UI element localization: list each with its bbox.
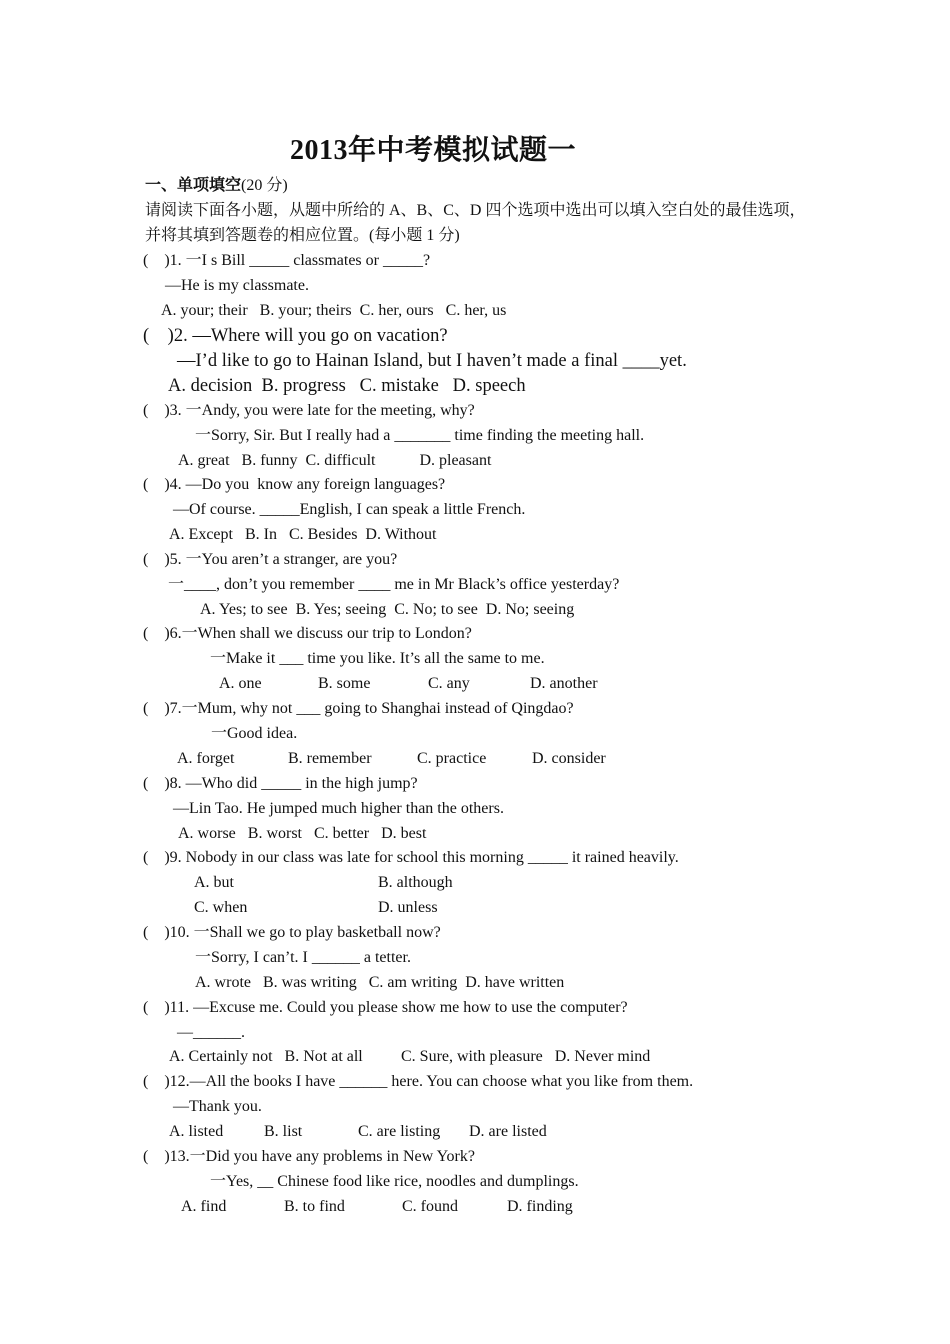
option-b: B. list	[264, 1123, 303, 1140]
question-stem: ( )1. 一I s Bill _____ classmates or _____?	[143, 252, 431, 269]
instruction-line: 并将其填到答题卷的相应位置。(每小题 1 分)	[145, 227, 460, 244]
question-answer-line: —I’d like to go to Hainan Island, but I haven’t made a final ____yet.	[177, 351, 687, 371]
option-d: D. consider	[532, 750, 606, 767]
question-answer-line: —He is my classmate.	[165, 277, 309, 294]
question-options: A. decision B. progress C. mistake D. speech	[168, 376, 526, 396]
question-stem: ( )10. 一Shall we go to play basketball now?	[143, 924, 441, 941]
option-d: D. another	[530, 675, 598, 692]
option-d: D. unless	[378, 899, 438, 916]
question-answer-line: —______.	[177, 1024, 245, 1041]
option-c: C. when	[194, 899, 248, 916]
option-b: B. remember	[288, 750, 372, 767]
option-a: A. listed	[169, 1123, 224, 1140]
question-answer-line: 一Sorry, I can’t. I ______ a tetter.	[195, 949, 411, 966]
option-c: C. found	[402, 1198, 458, 1215]
question-answer-line: 一____, don’t you remember ____ me in Mr Black’s office yesterday?	[168, 576, 620, 593]
option-d: D. finding	[507, 1198, 573, 1215]
question-answer-line: 一Yes, __ Chinese food like rice, noodles and dumplings.	[210, 1173, 579, 1190]
question-options: A. great B. funny C. difficult D. pleasant	[178, 452, 492, 469]
question-options: A. wrote B. was writing C. am writing D. have written	[195, 974, 565, 991]
option-d: D. are listed	[469, 1123, 547, 1140]
question-options: A. your; their B. your; theirs C. her, ours C. her, us	[161, 302, 507, 319]
question-answer-line: —Of course. _____English, I can speak a little French.	[173, 501, 526, 518]
option-b: B. although	[378, 874, 453, 891]
question-stem: ( )2. —Where will you go on vacation?	[143, 326, 448, 346]
question-options-cd: C. Sure, with pleasure D. Never mind	[401, 1048, 651, 1065]
question-options: A. Except B. In C. Besides D. Without	[169, 526, 437, 543]
question-stem: ( )11. —Excuse me. Could you please show me how to use the computer?	[143, 999, 628, 1016]
section-header	[145, 176, 288, 196]
question-stem: ( )8. —Who did _____ in the high jump?	[143, 775, 418, 792]
section-score: (20 分)	[241, 177, 288, 194]
option-a: A. one	[219, 675, 262, 692]
page-title: 2013年中考模拟试题一	[289, 135, 576, 166]
option-c: C. practice	[417, 750, 487, 767]
option-b: B. to find	[284, 1198, 345, 1215]
option-b: B. some	[318, 675, 371, 692]
question-answer-line: 一Make it ___ time you like. It’s all the same to me.	[210, 650, 545, 667]
question-options: A. worse B. worst C. better D. best	[178, 825, 427, 842]
section-heading: 一、单项填空	[145, 177, 242, 194]
question-answer-line: —Lin Tao. He jumped much higher than the others.	[173, 800, 504, 817]
question-answer-line: 一Good idea.	[211, 725, 298, 742]
question-stem: ( )13.一Did you have any problems in New York?	[143, 1148, 475, 1165]
question-answer-line: —Thank you.	[173, 1098, 262, 1115]
question-stem: ( )9. Nobody in our class was late for school this morning _____ it rained heavily.	[143, 849, 679, 866]
question-options-ab: A. Certainly not B. Not at all	[169, 1048, 363, 1065]
instruction-line: 请阅读下面各小题，从题中所给的 A、B、C、D 四个选项中选出可以填入空白处的最佳选项，	[145, 202, 806, 219]
question-answer-line: 一Sorry, Sir. But I really had a _______ time finding the meeting hall.	[195, 427, 645, 444]
question-stem: ( )3. 一Andy, you were late for the meeting, why?	[143, 402, 475, 419]
question-stem: ( )5. 一You aren’t a stranger, are you?	[143, 551, 398, 568]
option-c: C. any	[428, 675, 470, 692]
option-a: A. but	[194, 874, 234, 891]
question-options: A. Yes; to see B. Yes; seeing C. No; to see D. No; seeing	[200, 601, 575, 618]
question-stem: ( )7.一Mum, why not ___ going to Shanghai instead of Qingdao?	[143, 700, 574, 717]
option-a: A. forget	[177, 750, 235, 767]
option-c: C. are listing	[358, 1123, 441, 1140]
option-a: A. find	[181, 1198, 227, 1215]
question-stem: ( )12.—All the books I have ______ here. You can choose what you like from them.	[143, 1073, 694, 1090]
question-stem: ( )4. —Do you know any foreign languages?	[143, 476, 446, 493]
question-stem: ( )6.一When shall we discuss our trip to London?	[143, 625, 472, 642]
